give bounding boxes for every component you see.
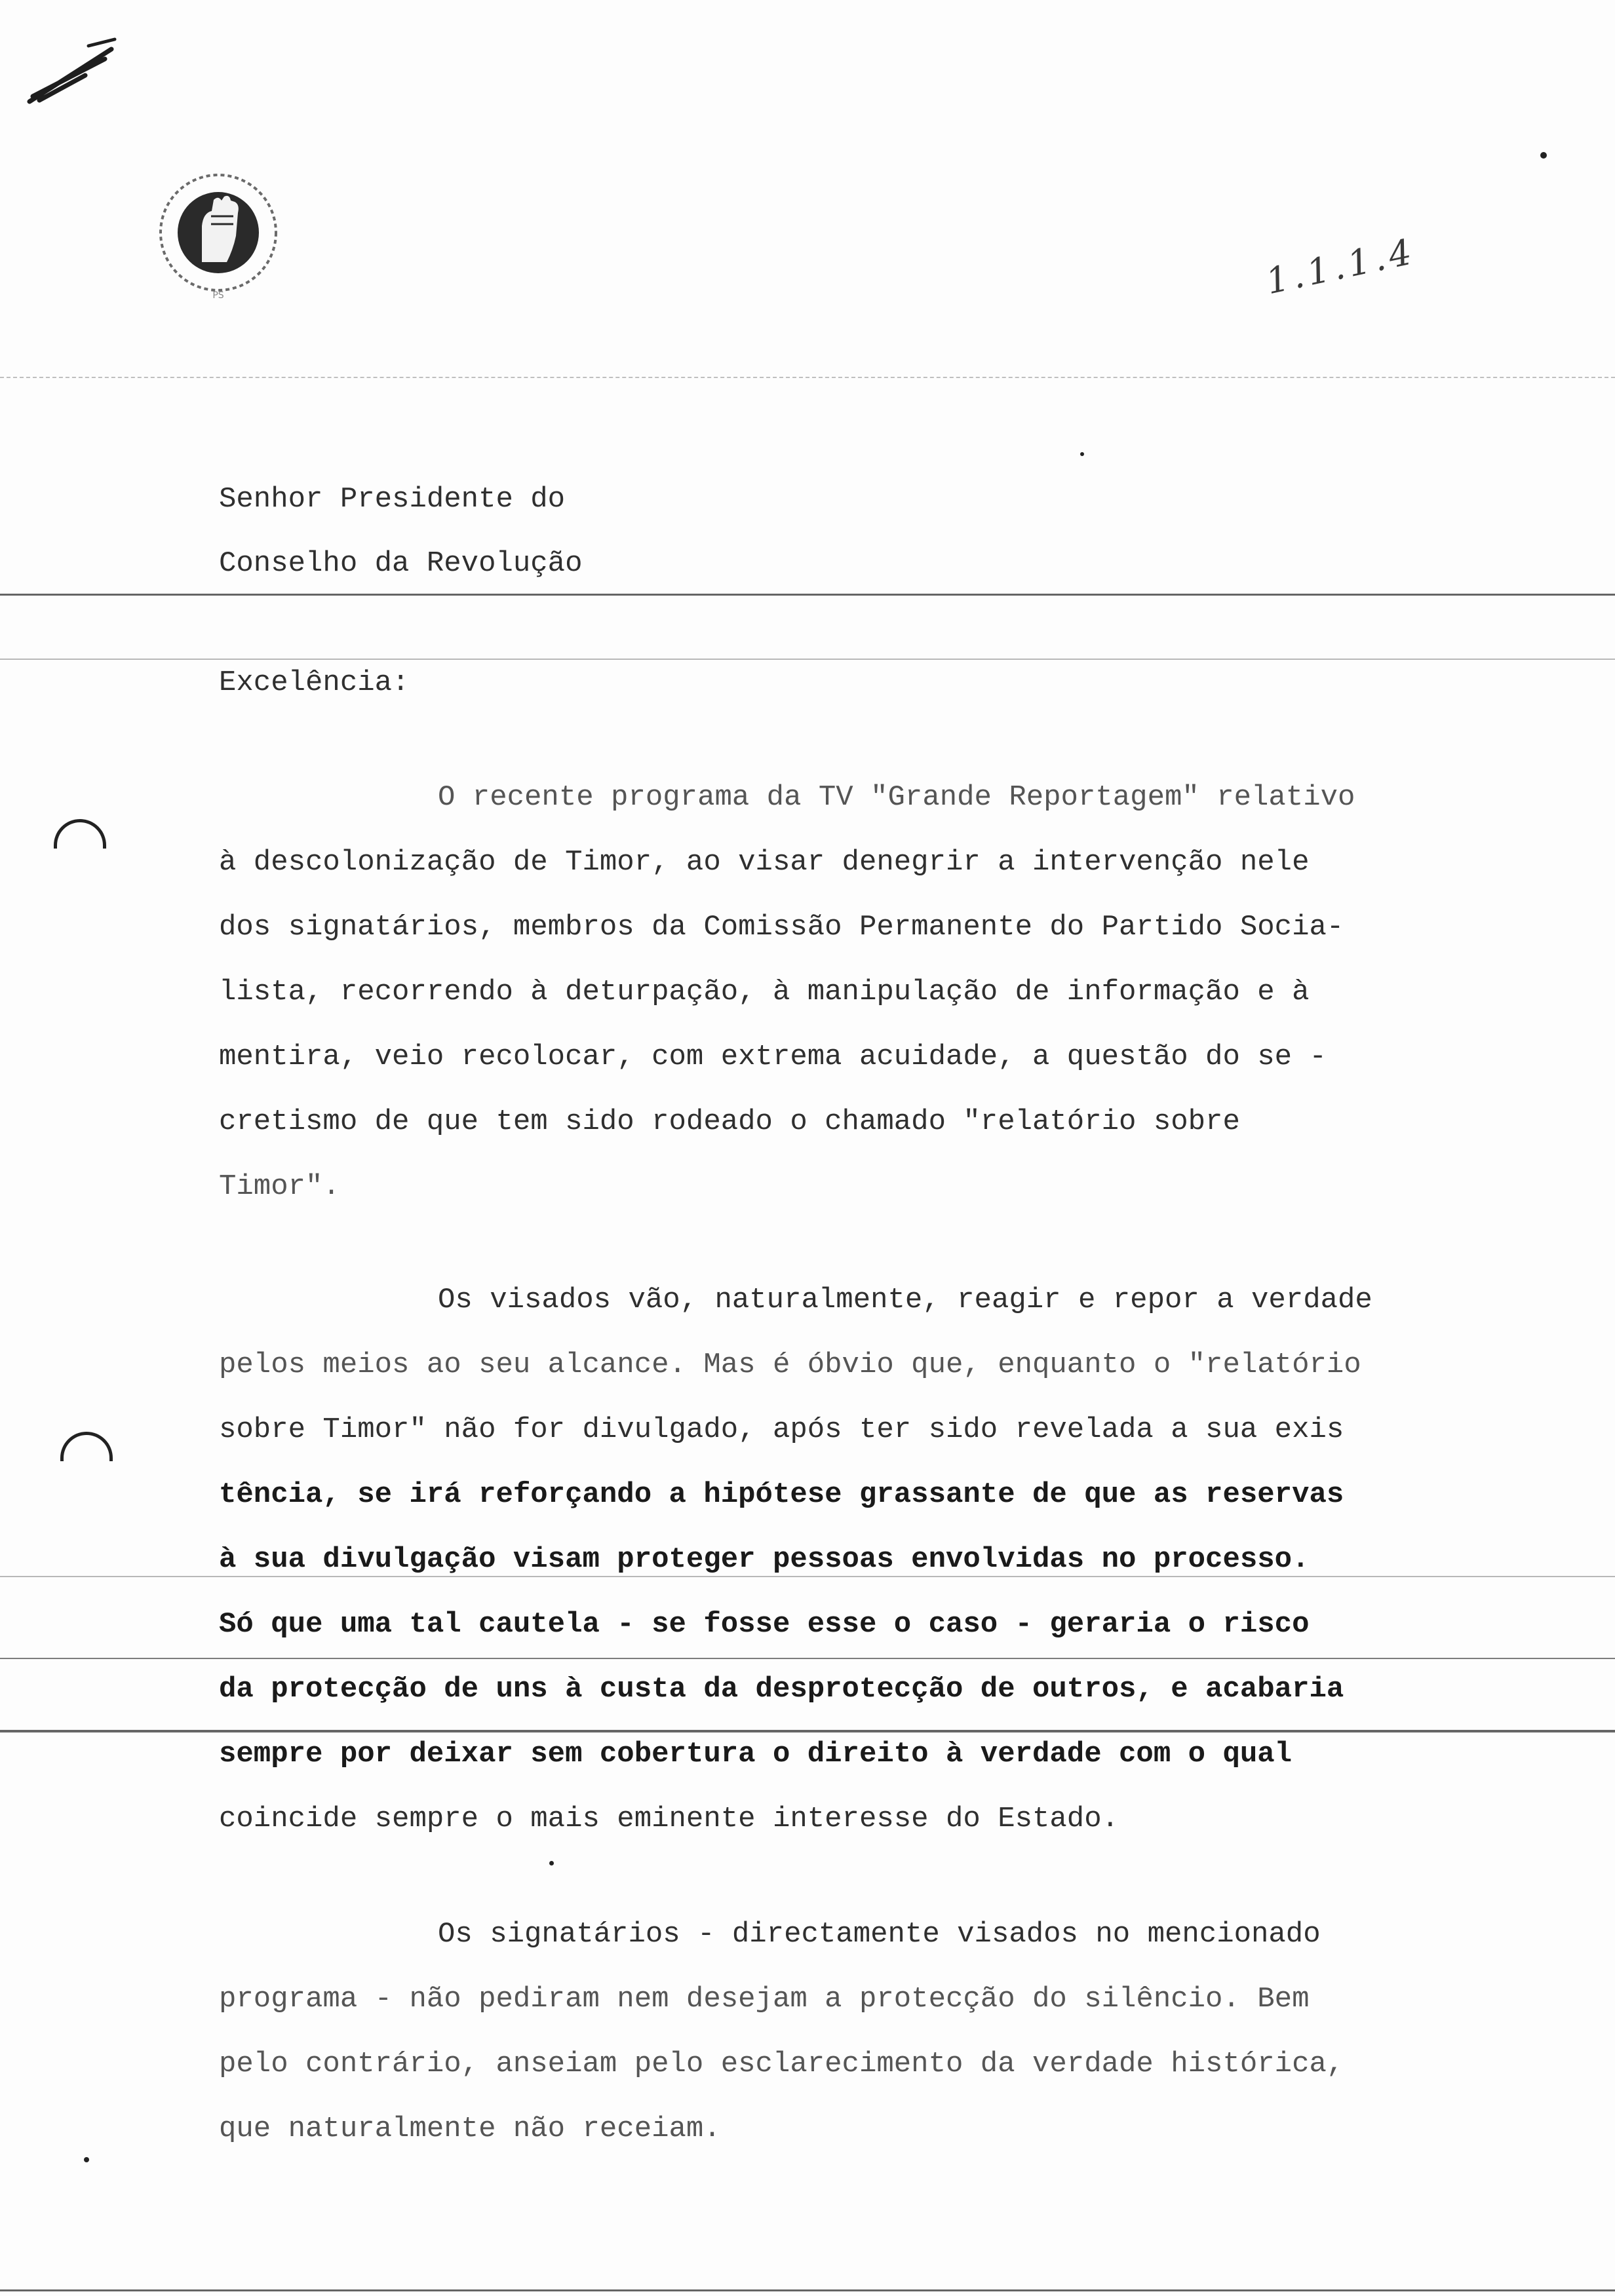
paragraph-1-line: lista, recorrendo à deturpação, à manipulação de informação e à xyxy=(219,976,1310,1008)
salutation: Excelência: xyxy=(219,666,410,699)
paragraph-3-line: que naturalmente não receiam. xyxy=(219,2113,721,2145)
scan-streak xyxy=(0,377,1615,378)
paragraph-2-line: coincide sempre o mais eminente interesse do Estado. xyxy=(219,1803,1119,1835)
scan-line xyxy=(0,594,1615,596)
margin-bracket-mark xyxy=(60,1432,113,1461)
paragraph-3-line: programa - não pediram nem desejam a protecção do silêncio. Bem xyxy=(219,1983,1310,2016)
scan-speck xyxy=(1540,152,1547,159)
margin-bracket-mark xyxy=(54,819,106,849)
paragraph-2-line: tência, se irá reforçando a hipótese grassante de que as reservas xyxy=(219,1478,1344,1511)
handwritten-note: 1.1.1.4 xyxy=(1262,230,1419,303)
paragraph-1-line: dos signatários, membros da Comissão Permanente do Partido Socia- xyxy=(219,911,1344,944)
paragraph-1-line: O recente programa da TV "Grande Reportagem" relativo xyxy=(438,781,1355,814)
addressee-line-1: Senhor Presidente do xyxy=(219,483,566,516)
paragraph-2-line: pelos meios ao seu alcance. Mas é óbvio que, enquanto o "relatório xyxy=(219,1349,1361,1381)
paragraph-3-line: pelo contrário, anseiam pelo esclarecimento da verdade histórica, xyxy=(219,2048,1344,2080)
scan-speck xyxy=(84,2157,89,2162)
scan-line xyxy=(0,1658,1615,1659)
paragraph-2-line: Só que uma tal cautela - se fosse esse o caso - geraria o risco xyxy=(219,1608,1310,1641)
scan-speck xyxy=(549,1861,554,1866)
paragraph-2-line: sempre por deixar sem cobertura o direito à verdade com o qual xyxy=(219,1738,1293,1770)
scan-speck xyxy=(1080,452,1084,456)
scan-line xyxy=(0,2289,1615,2291)
paragraph-2-line: sobre Timor" não for divulgado, após ter sido revelada a sua exis xyxy=(219,1413,1344,1446)
svg-text:PS: PS xyxy=(212,290,224,301)
addressee-line-2: Conselho da Revolução xyxy=(219,547,583,580)
pen-scribble-icon xyxy=(26,36,118,108)
scan-line xyxy=(0,1730,1615,1732)
paragraph-3-line: Os signatários - directamente visados no mencionado xyxy=(438,1918,1321,1951)
paragraph-1-line: mentira, veio recolocar, com extrema acuidade, a questão do se - xyxy=(219,1041,1327,1073)
paragraph-1-line: Timor". xyxy=(219,1170,340,1203)
paragraph-1-line: à descolonização de Timor, ao visar denegrir a intervenção nele xyxy=(219,846,1310,879)
scan-line xyxy=(0,659,1615,660)
paragraph-2-line: da protecção de uns à custa da desprotecção de outros, e acabaria xyxy=(219,1673,1344,1706)
scan-line xyxy=(0,1576,1615,1577)
paragraph-2-line: Os visados vão, naturalmente, reagir e repor a verdade xyxy=(438,1284,1372,1316)
paragraph-1-line: cretismo de que tem sido rodeado o chamado "relatório sobre xyxy=(219,1105,1240,1138)
party-logo-icon xyxy=(156,164,281,308)
paragraph-2-line: à sua divulgação visam proteger pessoas envolvidas no processo. xyxy=(219,1543,1310,1576)
